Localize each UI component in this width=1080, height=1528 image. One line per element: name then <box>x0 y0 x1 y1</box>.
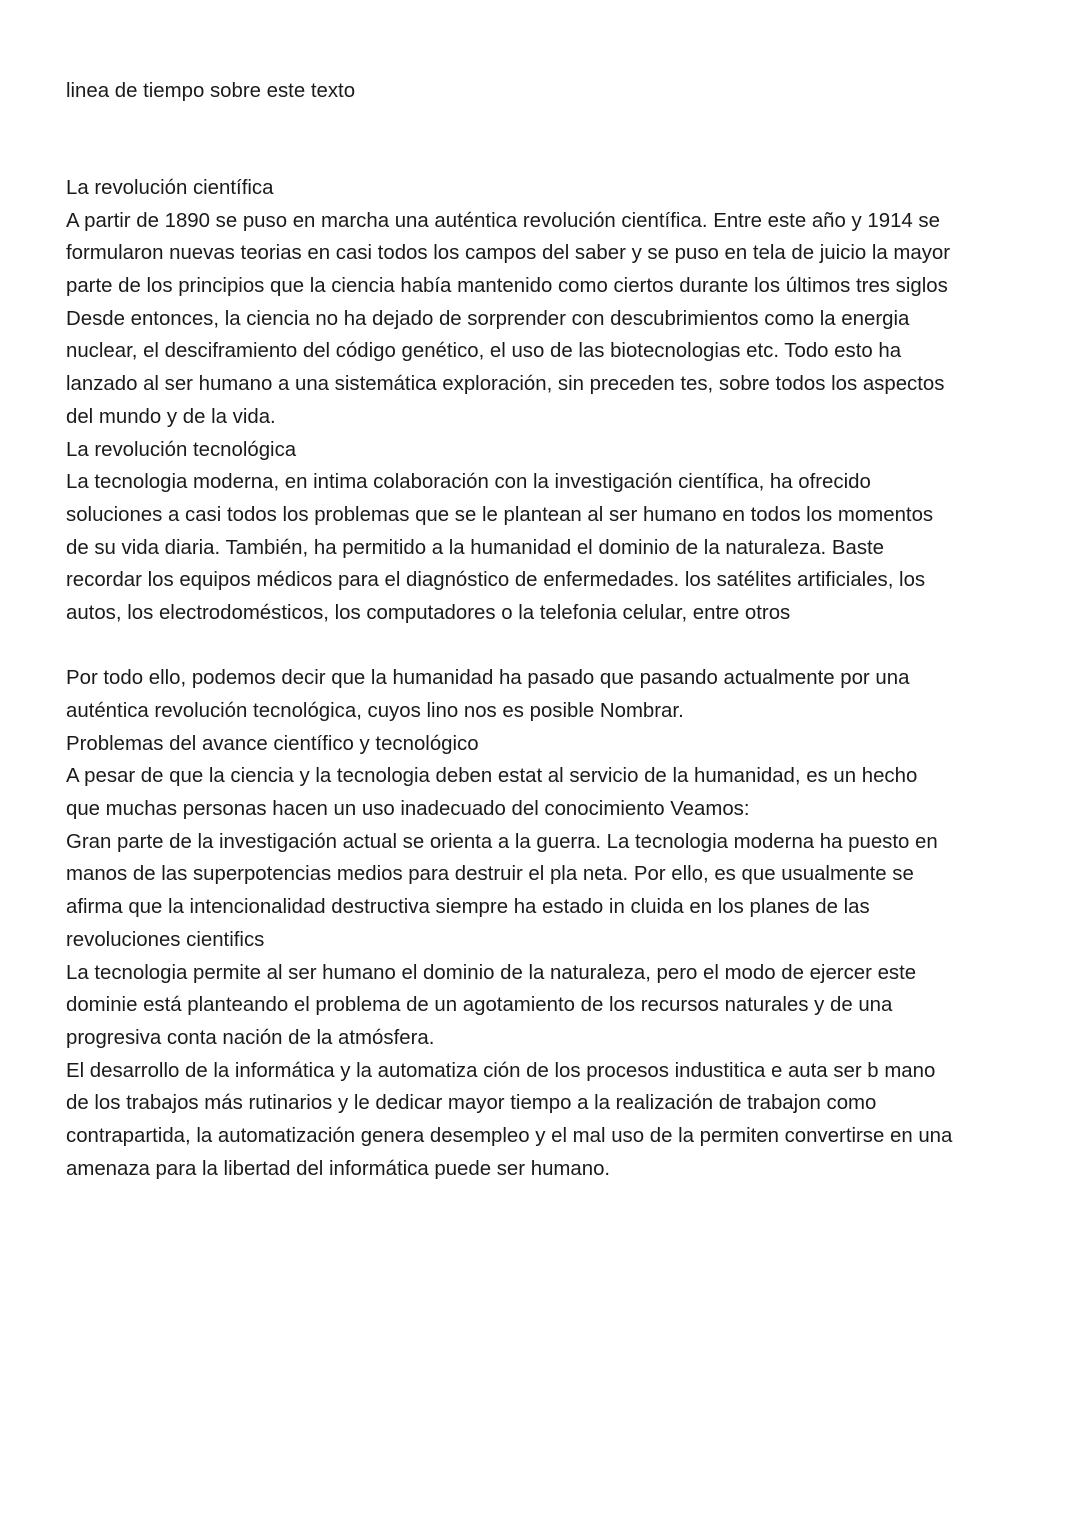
body-line: contrapartida, la automatización genera desempleo y el mal uso de la permiten convertirse en una <box>66 1124 953 1147</box>
section-heading-problems: Problemas del avance científico y tecnológico <box>66 732 479 755</box>
section-heading-scientific-revolution: La revolución científica <box>66 177 274 199</box>
section-heading-technological-revolution: La revolución tecnológica <box>66 438 297 461</box>
body-line: afirma que la intencionalidad destructiva siempre ha estado in cluida en los planes de las <box>66 896 870 919</box>
body-line: La tecnologia moderna, en intima colaboración con la investigación científica, ha ofrecido <box>66 471 871 494</box>
request-text: linea de tiempo sobre este texto <box>66 80 356 102</box>
body-line: recordar los equipos médicos para el diagnóstico de enfermedades. los satélites artificiales, los <box>66 569 926 592</box>
body-line: nuclear, el desciframiento del código genético, el uso de las biotecnologias etc. Todo esto ha <box>66 340 902 363</box>
paragraph-gap <box>66 630 1026 663</box>
body-line: de su vida diaria. También, ha permitido a la humanidad el dominio de la naturaleza. Baste <box>66 536 885 559</box>
body-line: Por todo ello, podemos decir que la humanidad ha pasado que pasando actualmente por una <box>66 667 910 690</box>
document-body <box>66 172 1026 1185</box>
body-line: que muchas personas hacen un uso inadecuado del conocimiento Veamos: <box>66 798 750 821</box>
body-line: Desde entonces, la ciencia no ha dejado de sorprender con descubrimientos como la energia <box>66 307 910 330</box>
body-line: revoluciones cientifics <box>66 928 265 951</box>
body-line: A pesar de que la ciencia y la tecnologia deben estat al servicio de la humanidad, es un hecho <box>66 765 918 788</box>
body-line: amenaza para la libertad del informática puede ser humano. <box>66 1157 611 1180</box>
body-line: manos de las superpotencias medios para destruir el pla neta. Por ello, es que usualmente se <box>66 863 914 886</box>
body-line: autos, los electrodomésticos, los computadores o la telefonia celular, entre otros <box>66 601 791 624</box>
body-line: A partir de 1890 se puso en marcha una auténtica revolución científica. Entre este año y 1914 se <box>66 209 940 232</box>
body-line: El desarrollo de la informática y la automatiza ción de los procesos industitica e auta ser b mano <box>66 1059 936 1082</box>
body-line: auténtica revolución tecnológica, cuyos lino nos es posible Nombrar. <box>66 700 684 722</box>
body-line: parte de los principios que la ciencia había mantenido como ciertos durante los últimos tres siglos <box>66 275 948 298</box>
body-line: progresiva conta nación de la atmósfera. <box>66 1026 435 1049</box>
body-line: formularon nuevas teorias en casi todos los campos del saber y se puso en tela de juicio la mayor <box>66 242 951 265</box>
body-line: La tecnologia permite al ser humano el dominio de la naturaleza, pero el modo de ejercer este <box>66 961 917 984</box>
body-line: de los trabajos más rutinarios y le dedicar mayor tiempo a la realización de trabajon como <box>66 1092 877 1115</box>
body-line: soluciones a casi todos los problemas que se le plantean al ser humano en todos los momentos <box>66 503 934 526</box>
body-line: dominie está planteando el problema de un agotamiento de los recursos naturales y de una <box>66 994 893 1017</box>
body-line: del mundo y de la vida. <box>66 405 276 428</box>
body-line: lanzado al ser humano a una sistemática exploración, sin preceden tes, sobre todos los aspectos <box>66 373 945 396</box>
body-line: Gran parte de la investigación actual se orienta a la guerra. La tecnologia moderna ha puesto en <box>66 830 938 853</box>
